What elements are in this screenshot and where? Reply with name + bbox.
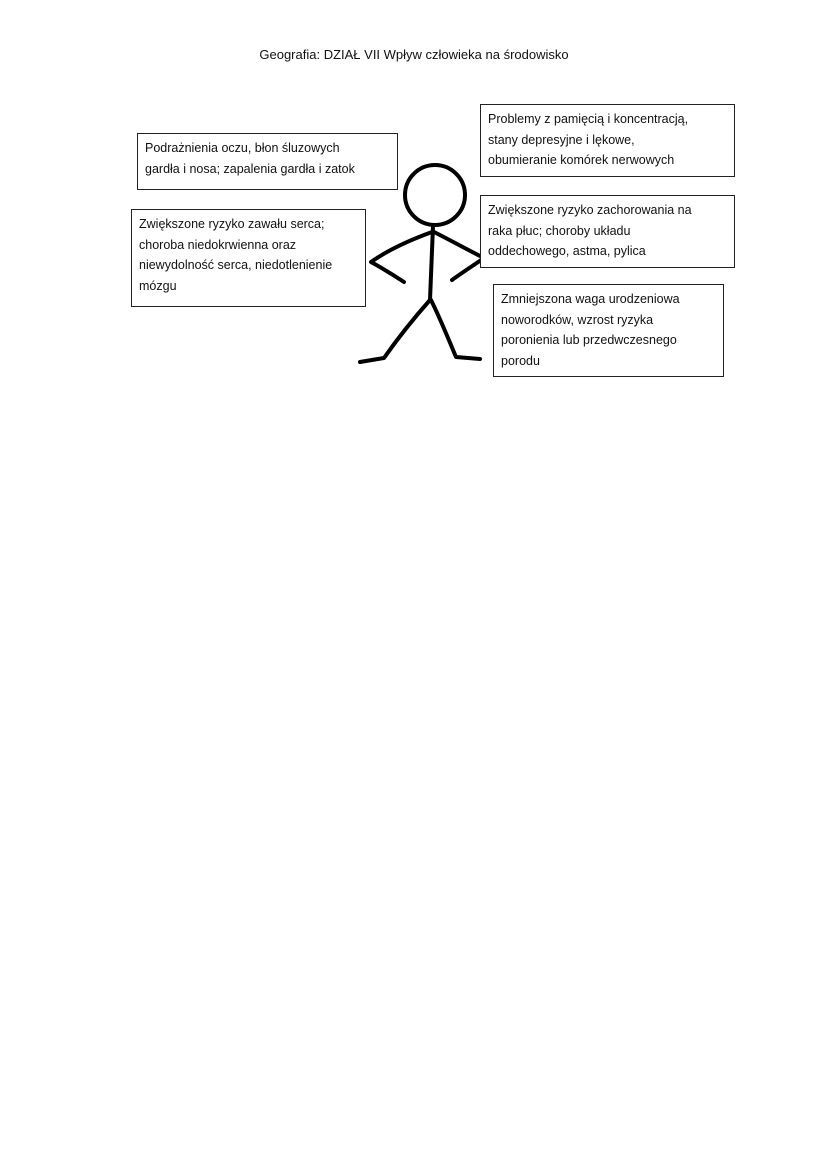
note-box-eyes — [137, 133, 398, 190]
note-heart-line: mózgu — [139, 278, 177, 293]
note-heart-line: niewydolność serca, niedotlenienie — [139, 258, 333, 272]
note-heart-line: Zwiększone ryzyko zawału serca; — [139, 217, 325, 231]
note-birth-line: noworodków, wzrost ryzyka — [501, 312, 654, 327]
note-birth-line: porodu — [501, 353, 540, 368]
note-box-birth — [493, 284, 724, 377]
note-eyes-line: Podrażnienia oczu, błon śluzowych — [145, 141, 340, 155]
stick-figure-right-leg — [431, 300, 480, 359]
stick-figure-left-leg — [360, 300, 430, 362]
page-title: Geografia: DZIAŁ VII Wpływ człowieka na środowisko — [259, 47, 569, 62]
note-lungs-line: raka płuc; choroby układu — [488, 223, 631, 238]
note-box-heart — [131, 209, 366, 307]
note-lungs-line: oddechowego, astma, pylica — [488, 244, 646, 258]
note-eyes-line: gardła i nosa; zapalenia gardła i zatok — [145, 161, 355, 176]
note-brain-line: Problemy z pamięcią i koncentracją, — [488, 112, 689, 126]
stick-figure-torso — [430, 226, 433, 300]
stick-figure-right-arm — [434, 232, 484, 280]
note-birth-line: poronienia lub przedwczesnego — [501, 333, 677, 347]
note-box-brain — [480, 104, 735, 177]
note-lungs-line: Zwiększone ryzyko zachorowania na — [488, 203, 692, 217]
stick-figure-left-arm — [371, 232, 432, 282]
note-brain-line: obumieranie komórek nerwowych — [488, 153, 675, 167]
note-birth-line: Zmniejszona waga urodzeniowa — [501, 292, 680, 306]
note-brain-line: stany depresyjne i lękowe, — [488, 132, 635, 147]
note-box-lungs — [480, 195, 735, 268]
stick-figure-head — [405, 165, 465, 225]
note-heart-line: choroba niedokrwienna oraz — [139, 237, 297, 252]
